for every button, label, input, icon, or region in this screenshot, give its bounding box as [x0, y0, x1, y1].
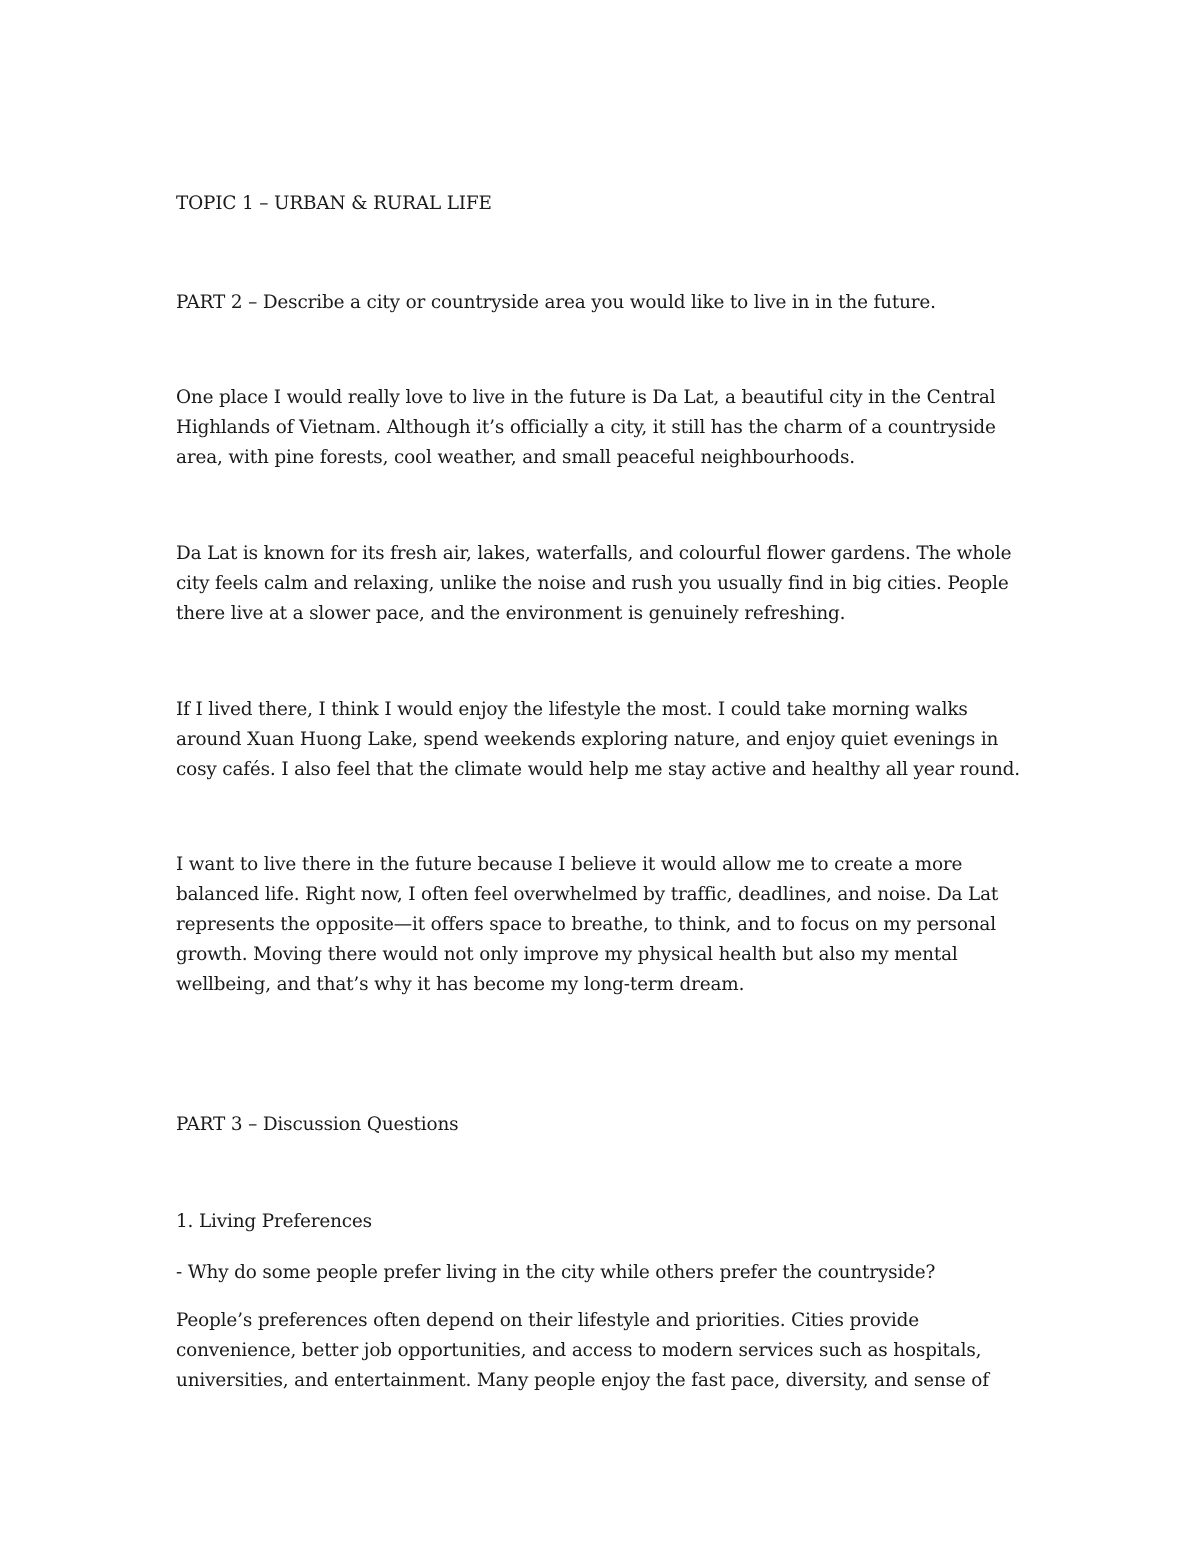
topic-heading: TOPIC 1 – URBAN & RURAL LIFE: [176, 193, 492, 214]
part2-heading: PART 2 – Describe a city or countryside area you would like to live in in the future.: [176, 292, 936, 313]
paragraph-line: there live at a slower pace, and the environment is genuinely refreshing.: [176, 603, 846, 624]
paragraph-line: One place I would really love to live in the future is Da Lat, a beautiful city in the Central: [176, 387, 996, 408]
paragraph-line: balanced life. Right now, I often feel overwhelmed by traffic, deadlines, and noise. Da Lat: [176, 884, 999, 905]
paragraph-line: universities, and entertainment. Many people enjoy the fast pace, diversity, and sense of: [176, 1370, 989, 1391]
question-1: - Why do some people prefer living in the city while others prefer the countryside?: [176, 1262, 936, 1283]
answer-1: [176, 1306, 989, 1396]
part2-paragraph-4: [176, 850, 998, 1000]
paragraph-line: If I lived there, I think I would enjoy the lifestyle the most. I could take morning walks: [176, 699, 968, 720]
part2-paragraph-2: [176, 539, 1011, 629]
paragraph-line: city feels calm and relaxing, unlike the noise and rush you usually find in big cities. People: [176, 573, 1009, 594]
section1-title: 1. Living Preferences: [176, 1211, 372, 1232]
paragraph-line: cosy cafés. I also feel that the climate would help me stay active and healthy all year round.: [176, 759, 1020, 780]
paragraph-line: Highlands of Vietnam. Although it’s officially a city, it still has the charm of a countryside: [176, 417, 996, 438]
paragraph-line: around Xuan Huong Lake, spend weekends exploring nature, and enjoy quiet evenings in: [176, 729, 999, 750]
part3-heading: PART 3 – Discussion Questions: [176, 1114, 459, 1135]
paragraph-line: growth. Moving there would not only improve my physical health but also my mental: [176, 944, 958, 965]
paragraph-line: represents the opposite—it offers space to breathe, to think, and to focus on my personal: [176, 914, 996, 935]
paragraph-line: wellbeing, and that’s why it has become my long-term dream.: [176, 974, 745, 995]
paragraph-line: area, with pine forests, cool weather, and small peaceful neighbourhoods.: [176, 447, 855, 468]
part2-paragraph-1: [176, 383, 996, 473]
part2-paragraph-3: [176, 695, 1020, 785]
paragraph-line: People’s preferences often depend on their lifestyle and priorities. Cities provide: [176, 1310, 920, 1331]
paragraph-line: convenience, better job opportunities, and access to modern services such as hospitals,: [176, 1340, 982, 1361]
paragraph-line: I want to live there in the future because I believe it would allow me to create a more: [176, 854, 963, 875]
paragraph-line: Da Lat is known for its fresh air, lakes, waterfalls, and colourful flower gardens. The whole: [176, 543, 1012, 564]
